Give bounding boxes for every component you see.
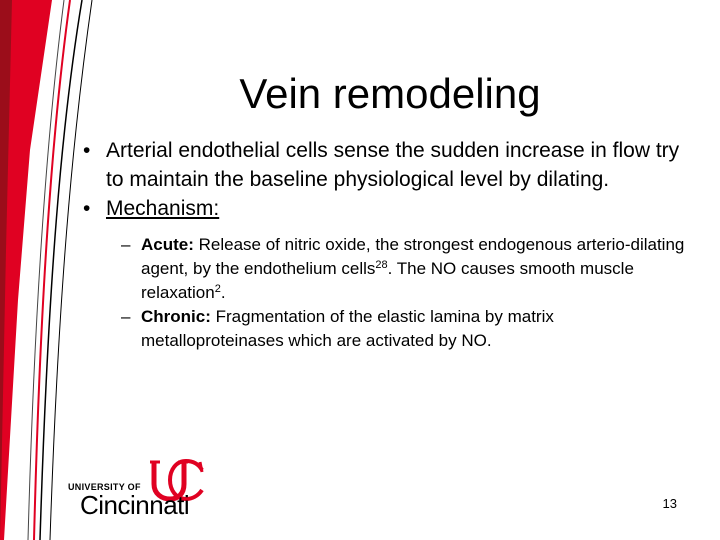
sub-bullet-text: . <box>220 283 226 302</box>
citation-ref: 28 <box>375 259 388 271</box>
bullet-text-mechanism: Mechanism: <box>106 197 220 220</box>
bullet-text: Arterial endothelial cells sense the sudden increase in flow try to maintain the baseline physiological level by dilating. <box>106 139 680 191</box>
bullet-list <box>83 136 693 353</box>
sub-bullet-item <box>121 233 693 305</box>
sub-bullet-list <box>121 233 693 353</box>
bullet-item <box>83 136 693 194</box>
citation-ref: 2 <box>214 283 221 295</box>
sub-bullet-label: Chronic: <box>141 307 211 326</box>
sub-bullet-marker: – <box>121 235 131 254</box>
sub-bullet-text: . The NO causes smooth muscle relaxation <box>141 259 634 302</box>
sub-bullet-label: Acute: <box>141 235 194 254</box>
logo-line-university-of: UNIVERSITY OF <box>68 482 141 492</box>
page-number: 13 <box>662 496 677 511</box>
university-logo <box>68 458 208 518</box>
sub-bullet-item <box>121 305 693 353</box>
sub-bullet-text: Release of nitric oxide, the strongest endogenous arterio-dilating agent, by the endothelium cells <box>141 235 685 278</box>
slide-title: Vein remodeling <box>239 70 541 117</box>
bullet-marker: • <box>83 139 91 162</box>
sub-bullet-marker: – <box>121 307 131 326</box>
bullet-marker: • <box>83 197 91 220</box>
logo-line-cincinnati: Cincinnati <box>80 490 190 520</box>
sub-bullet-text: Fragmentation of the elastic lamina by matrix metalloproteinases which are activated by NO. <box>141 307 554 350</box>
bullet-item <box>83 194 693 353</box>
